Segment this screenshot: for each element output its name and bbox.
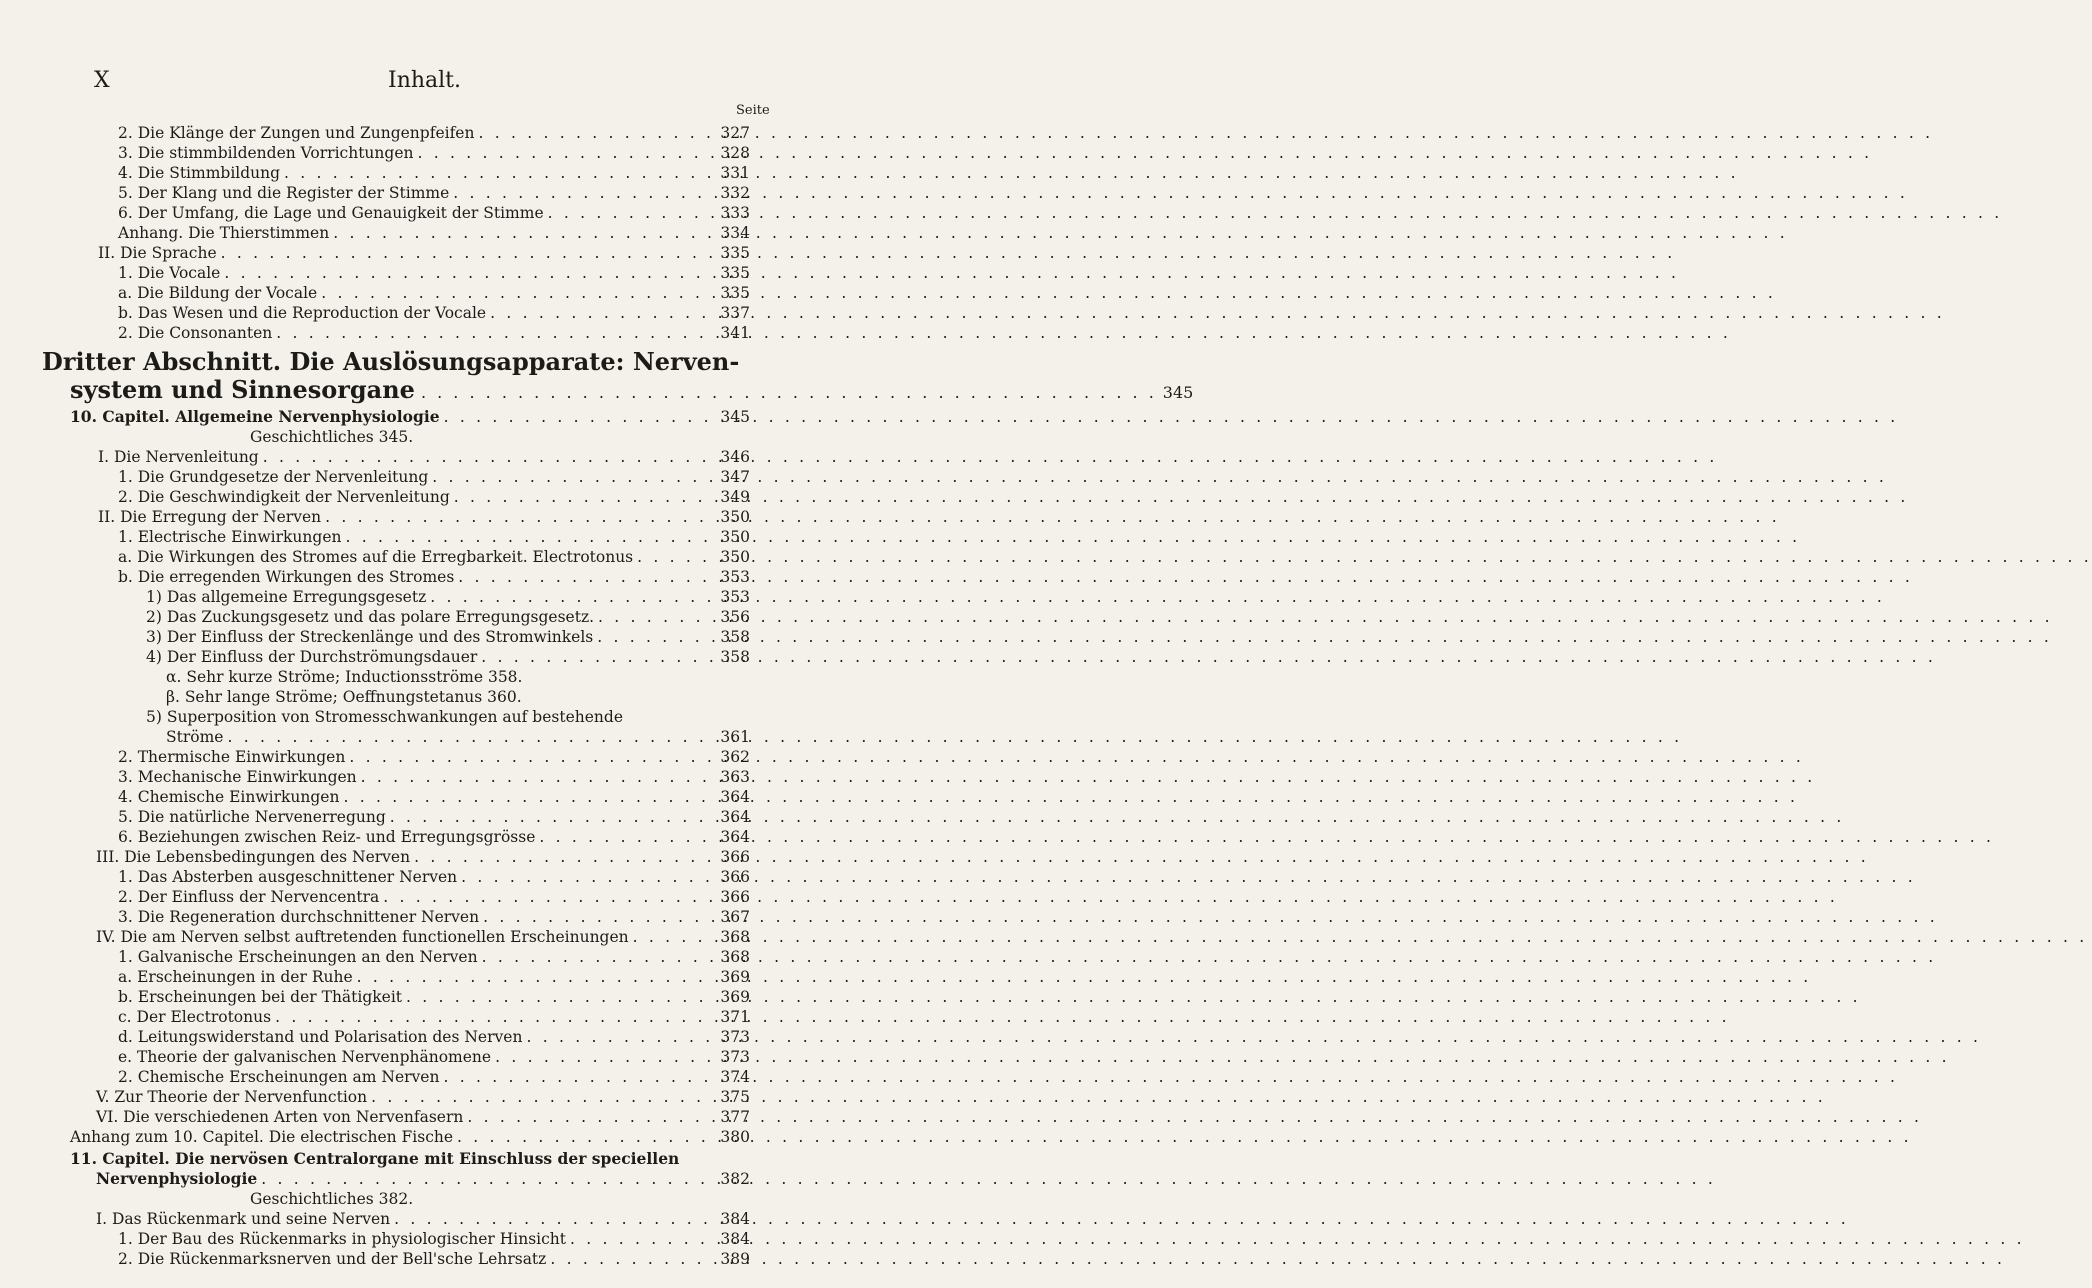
toc-entry: 1. Die Vocale . . . 335 [118,264,750,282]
running-title: Inhalt. [388,68,462,93]
toc-entry: 2. Die Klänge der Zungen und Zungenpfeifen . . . 327 [118,124,750,142]
toc-entry: b. Das Wesen und die Reproduction der Vocale . . . 337 [118,304,750,322]
toc-entry: 1) Das allgemeine Erregungsgesetz . . . 353 [146,588,750,606]
toc-entry: 6. Beziehungen zwischen Reiz- und Erregungsgrösse . . . 364 [118,828,750,846]
toc-entry: III. Die Lebensbedingungen des Nerven . . . 366 [96,848,750,866]
toc-entry: I. Das Rückenmark und seine Nerven . . . 384 [96,1210,750,1228]
subnote-superposition: 5) Superposition von Stromesschwankungen auf bestehende [146,708,623,726]
toc-entry: a. Erscheinungen in der Ruhe . . . 369 [118,968,750,986]
toc-entry: II. Die Sprache . . . 335 [98,244,750,262]
toc-entry: Ströme . . . 361 [166,728,750,746]
toc-entry: IV. Die am Nerven selbst auftretenden functionellen Erscheinungen . . . 368 [96,928,750,946]
toc-entry: 1. Das Absterben ausgeschnittener Nerven . . . 366 [118,868,750,886]
toc-entry: 1. Der Bau des Rückenmarks in physiologischer Hinsicht . . . 384 [118,1230,750,1248]
toc-entry: II. Die Erregung der Nerven . . . 350 [98,508,750,526]
section-heading: Dritter Abschnitt. Die Auslösungsapparate: Nerven- [42,347,740,376]
page-number: X [94,68,110,93]
seite-label: Seite [736,103,770,118]
toc-entry: 2) Das Zuckungsgesetz und das polare Erregungsgesetz. . . . 356 [146,608,750,626]
toc-entry: 1. Galvanische Erscheinungen an den Nerven . . . 368 [118,948,750,966]
toc-entry: VI. Die verschiedenen Arten von Nervenfasern . . . 377 [96,1108,750,1126]
toc-entry: 3) Der Einfluss der Streckenlänge und des Stromwinkels . . . 358 [146,628,750,646]
toc-entry: 2. Chemische Erscheinungen am Nerven . . . 374 [118,1068,750,1086]
toc-entry: 4. Chemische Einwirkungen . . . 364 [118,788,750,806]
toc-entry: 5. Die natürliche Nervenerregung . . . 364 [118,808,750,826]
toc-entry: I. Die Nervenleitung . . . 346 [98,448,750,466]
toc-entry: 1. Die Grundgesetze der Nervenleitung . . . 347 [118,468,750,486]
toc-entry: 4) Der Einfluss der Durchströmungsdauer . . . 358 [146,648,750,666]
toc-entry: b. Die erregenden Wirkungen des Stromes . . . 353 [118,568,750,586]
toc-entry: 5. Der Klang und die Register der Stimme . . . 332 [118,184,750,202]
section-heading-line2: system und Sinnesorgane . . . 345 [70,376,750,407]
toc-entry: e. Theorie der galvanischen Nervenphänomene . . . 373 [118,1048,750,1066]
chapter-history-note: Geschichtliches 382. [250,1190,414,1208]
toc-entry: b. Erscheinungen bei der Thätigkeit . . . 369 [118,988,750,1006]
toc-entry: 2. Die Geschwindigkeit der Nervenleitung . . . 349 [118,488,750,506]
chapter-heading-11-line2: Nervenphysiologie . . . 382 [96,1170,750,1188]
toc-entry-appendix: Anhang zum 10. Capitel. Die electrischen Fische . . . 380 [70,1128,750,1146]
toc-entry: d. Leitungswiderstand und Polarisation des Nerven . . . 373 [118,1028,750,1046]
chapter-history-note: Geschichtliches 345. [250,428,414,446]
chapter-heading-11: 11. Capitel. Die nervösen Centralorgane mit Einschluss der speciellen [70,1149,680,1168]
toc-entry: 4. Die Stimmbildung . . . 331 [118,164,750,182]
toc-entry: 2. Die Rückenmarksnerven und der Bell'sche Lehrsatz . . . 389 [118,1250,750,1268]
toc-entry: V. Zur Theorie der Nervenfunction . . . 375 [96,1088,750,1106]
toc-entry: 3. Die Regeneration durchschnittener Nerven . . . 367 [118,908,750,926]
toc-entry: 3. Die stimmbildenden Vorrichtungen . . . 328 [118,144,750,162]
toc-entry: Anhang. Die Thierstimmen . . . 334 [118,224,750,242]
toc-entry: 2. Thermische Einwirkungen . . . 362 [118,748,750,766]
toc-entry: c. Der Electrotonus . . . 371 [118,1008,750,1026]
toc-entry: 2. Der Einfluss der Nervencentra . . . 366 [118,888,750,906]
toc-entry: 1. Electrische Einwirkungen . . . 350 [118,528,750,546]
subnote-beta: β. Sehr lange Ströme; Oeffnungstetanus 360. [166,688,522,706]
subnote-alpha: α. Sehr kurze Ströme; Inductionsströme 358. [166,668,523,686]
toc-entry: a. Die Wirkungen des Stromes auf die Erregbarkeit. Electrotonus . . . 350 [118,548,750,566]
toc-entry: a. Die Bildung der Vocale . . . 335 [118,284,750,302]
toc-entry: 3. Mechanische Einwirkungen . . . 363 [118,768,750,786]
toc-entry: 2. Die Consonanten . . . 341 [118,324,750,342]
chapter-heading: 10. Capitel. Allgemeine Nervenphysiologie . . . 345 [70,408,750,426]
toc-entry: 6. Der Umfang, die Lage und Genauigkeit der Stimme . . . 333 [118,204,750,222]
